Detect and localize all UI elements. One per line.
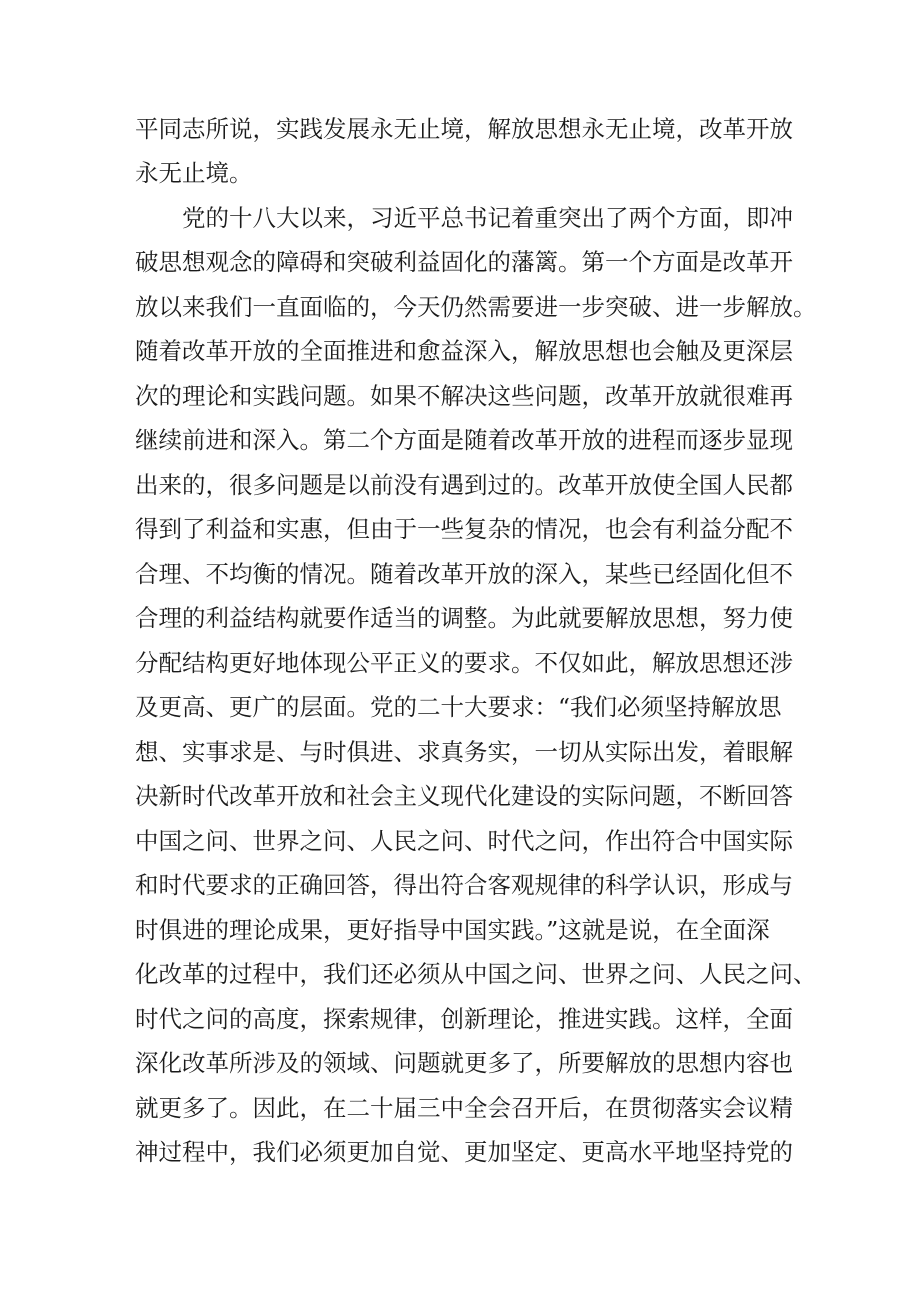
text-line: 及更高、更广的层面。党的二十大要求：“我们必须坚持解放思	[135, 693, 782, 721]
text-line: 分配结构更好地体现公平正义的要求。不仅如此，解放思想还涉	[135, 649, 793, 677]
text-line: 放以来我们一直面临的，今天仍然需要进一步突破、进一步解放。	[135, 293, 817, 321]
text-line: 破思想观念的障碍和突破利益固化的藩篱。第一个方面是改革开	[135, 248, 793, 276]
text-line: 时代之问的高度，探索规律，创新理论，推进实践。这样，全面	[135, 1005, 793, 1033]
text-line: 深化改革所涉及的领域、问题就更多了，所要解放的思想内容也	[135, 1049, 793, 1077]
text-line: 随着改革开放的全面推进和愈益深入，解放思想也会触及更深层	[135, 337, 793, 365]
text-line: 出来的，很多问题是以前没有遇到过的。改革开放使全国人民都	[135, 471, 793, 499]
text-line: 合理的利益结构就要作适当的调整。为此就要解放思想，努力使	[135, 604, 793, 632]
text-line: 永无止境。	[135, 159, 253, 187]
text-line: 时俱进的理论成果，更好指导中国实践。”这就是说，在全面深	[135, 916, 770, 944]
text-line: 平同志所说，实践发展永无止境，解放思想永无止境，改革开放	[135, 115, 793, 143]
text-line: 就更多了。因此，在二十届三中全会召开后，在贯彻落实会议精	[135, 1094, 793, 1122]
text-line: 次的理论和实践问题。如果不解决这些问题，改革开放就很难再	[135, 382, 793, 410]
text-line: 想、实事求是、与时俱进、求真务实，一切从实际出发，着眼解	[135, 738, 793, 766]
text-line: 党的十八大以来，习近平总书记着重突出了两个方面，即冲	[135, 204, 793, 232]
text-line: 和时代要求的正确回答，得出符合客观规律的科学认识，形成与	[135, 871, 793, 899]
text-line: 得到了利益和实惠，但由于一些复杂的情况，也会有利益分配不	[135, 515, 793, 543]
text-line: 继续前进和深入。第二个方面是随着改革开放的进程而逐步显现	[135, 426, 793, 454]
text-line: 中国之问、世界之问、人民之问、时代之问，作出符合中国实际	[135, 827, 793, 855]
text-line: 化改革的过程中，我们还必须从中国之问、世界之问、人民之问、	[135, 960, 817, 988]
text-line: 合理、不均衡的情况。随着改革开放的深入，某些已经固化但不	[135, 560, 793, 588]
text-line: 决新时代改革开放和社会主义现代化建设的实际问题，不断回答	[135, 782, 793, 810]
text-line: 神过程中，我们必须更加自觉、更加坚定、更高水平地坚持党的	[135, 1138, 793, 1166]
